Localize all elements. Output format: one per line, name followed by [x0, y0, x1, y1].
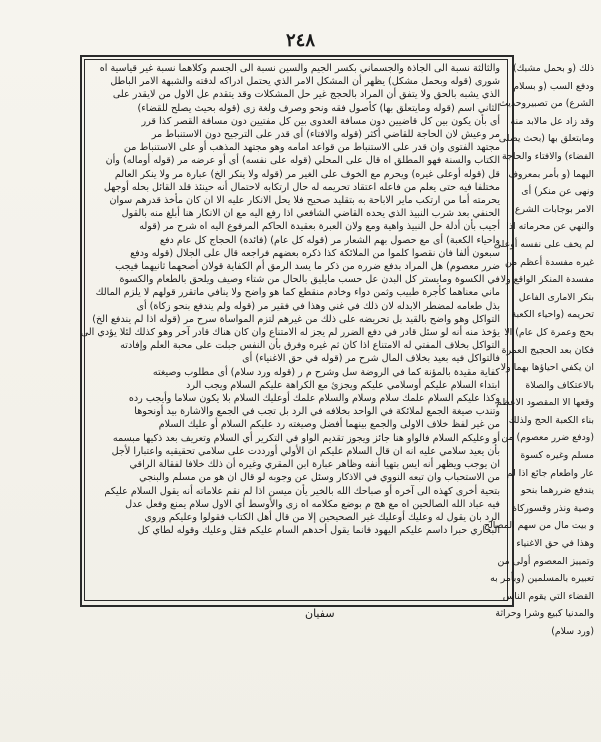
main-text-line: يحرمته أما من ارتكب ماير الاباحة به بتقليد صحيح فلا يحل الانكار عليه الا ان كان مأخذ قدرهم سوان — [109, 195, 500, 207]
main-text-line: بذل طعامه لمضطر الابدله لان ذلك في غني وهذا في فقير مر (قوله ولم يندفع بنحو زكاة) أى — [136, 300, 500, 312]
main-text-line: ابتداء السلام عليكم أوسلامي عليكم ويجزئ مع الكراهة عليكم السلام ويجب الرد — [186, 379, 500, 391]
main-text-line: من غير لفظ خلاف الاولى والجمع بينهما أفضل وصيغته رد عليكم السلام أو عليك السلام — [158, 419, 500, 431]
margin-text-line: والمدنيا كبيع وشرا وحراثة — [495, 608, 594, 620]
margin-text-line: غيره مفسدة أعظم من — [504, 256, 594, 268]
main-text-line: فالتواكل فيه بعيد بخلاف المال شرح مر (قوله في حق الاغنياء) أى — [242, 353, 500, 365]
margin-text-line: مسلم وغيره كسوة — [520, 450, 594, 462]
main-text-line: فيه عباد الله الصالحين اه مع هج م بوضع مكلامه اه زى والأوسط أي الاول سلام يمنع وفعل عدل — [125, 498, 500, 510]
main-text-line: أو وعليكم السلام فالواو هنا جائز ويجوز تقديم الواو في التكرير أي السلام وتعريف بعد ذكيها مبسمه — [112, 432, 500, 444]
main-text-line: التواكل بخلاف المفتي له الامتناع اذا كان ثم غيره وفرق بأن النفس جبلت على محبة العلم وإفادته — [120, 340, 500, 352]
margin-text-line: تعبيره بالمسلمين (وبأمر به — [490, 573, 594, 585]
margin-text-line: مفسدة المنكر الواقع ولا — [500, 274, 594, 286]
main-text-line: ماني معناهما كأجرة طبيب وثمن دواء وخادم منقطع كما هو واضح ولا ينافي ماتقرر قولهم لا يلزم المالك — [95, 287, 500, 299]
margin-text-line: عار واطعام جائع اذا لم — [506, 467, 594, 479]
main-commentary-text — [80, 62, 500, 594]
main-text-line: البخاري حبرا داسم عليكم اليهود فانما يقول أحدهم السام عليكم فقل وعليك وقوله لطاي كل — [137, 525, 500, 537]
main-text-line: يؤخذ منه أنه لو سئل قادر في دفع الضرر لم يجز له الامتناع وان كان هناك قادر آخر وهو كذلك لئلا يؤدي الى — [80, 327, 500, 339]
main-text-line: وكذا عليكم السلام علمك سلام وسلام والسلام علمك أوعليك السلام بلا يكون سلاما وأيجب رده — [128, 393, 500, 405]
main-text-line: بتحية أخرى كهذه الى آخره أو صباحك الله بالخير يأن ميسن اذا لم نقم علاماته أنه يقول السلام عليكم — [104, 485, 500, 497]
main-text-line: سبعون ألفا فان نقصوا كلموا من الملائكة كذا ذكره بعضهم فراجعه قال على الجلال (قوله ودفع — [130, 247, 500, 259]
main-text-line: مجتهد الفتوى وان قدر على الاستنباط من قواعد امامه وهو مجتهد المذهب أو على الاستنباط من — [123, 142, 500, 154]
margin-text-line: ودفع السب (و بسلام — [513, 80, 594, 92]
margin-text-line: يندفع ضررهما بنحو — [520, 485, 594, 497]
margin-text-line: ذلك (و بحمل مشبك) — [512, 63, 594, 74]
margin-text-line: وقعها الا المقصود الاعظم — [496, 397, 594, 409]
margin-text-line: (ورد سلام) — [551, 626, 594, 637]
main-text-line: الحنفي بعد شرب النبيذ الذي يحده القاضي الشافعي اذا رفع اليه مع ان الانكار هنا أبلغ منه بالقول — [121, 208, 500, 220]
margin-text-line: بناء الكعبة الحج ولذلك — [508, 414, 594, 426]
margin-text-column — [483, 60, 594, 637]
margin-text-line: وتمييز المعصوم أولى من — [497, 555, 594, 567]
margin-text-line: والنهي عن محرماته اذا — [506, 221, 594, 233]
margin-text-line: تحريمه (واحياء الكعبة — [511, 309, 594, 321]
main-text-line: بأن يعيد سلامي عليه انه ان قال السلام عليكم ان الأولي أورددت على سلامي تحقيقيه واعتبارا لأجل — [111, 445, 500, 457]
margin-text-line: وهذا في حق الاغنياء — [516, 538, 594, 550]
margin-text-line: بالاعتكاف والصلاة — [525, 379, 594, 391]
main-text-line: وتندب صيغة الجمع لملائكة في الواحد بخلافه في الرد بل تجب في الجمع والاشارة بيد أونحوها — [134, 406, 500, 418]
margin-text-line: ونهى عن منكر) أى — [521, 186, 594, 198]
margin-text-line: فكان بعد الحجيج العمرة — [501, 344, 594, 356]
main-text-line: الثاني اسم (قوله ومايتعلق بها) كأصول فقه ونحو وصرف ولغة زى (قوله بحيث يصلح للقضاء) — [137, 102, 500, 114]
main-text-line: ضرر معصوم) هل المراد بدفع ضرره من ذكر ما يسد الرمق أم الكفاية قولان أصحهما ثانيهما فيجب — [115, 261, 500, 273]
margin-text-line: وقد زاد عل مالابد منه — [510, 115, 594, 127]
margin-text-line: وصية ونذر وقسوركاة — [512, 502, 594, 514]
main-text-line: قل (قوله أوعلى غيره) ويحرم مع الخوف على الغير مر (قوله ولا ينكر الخ) عبارة مر ولا ينكر العالم — [114, 168, 500, 180]
main-text-line: التواكل وهو واضح بالقيد بل تحريضه على ذلك من غيرهم لتزم المواساة سرح مر (قوله اذا لم يندفع الخ) — [92, 313, 500, 325]
margin-text-line: القضاء التي يقوم الناس — [502, 590, 594, 602]
main-text-line: الذي يشبه بالحق ولا يتفق أن المراد بالحجج غير حل المشكلات وقد يتقدم عل الاول من لايقدر على — [112, 89, 500, 101]
margin-text-line: الامر بوجابات الشرع — [514, 203, 594, 215]
main-text-line: الكتاب والسنة فهو المطلق اه قال على المحلي (قوله على نفسه) أى أو عرضه مر (قوله أوماله) وأن — [105, 155, 500, 167]
margin-text-line: (ودفع ضرر معصوم) من — [501, 432, 594, 444]
margin-text-line: و بيت مال من سهم المصالح — [483, 520, 594, 532]
main-text-line: في الكسوة ومايستر كل البدن عل حسب مايليق بالحال من شتاء وصيف ويلحق بالطعام والكسوة — [119, 274, 500, 286]
main-text-line: الرد بان يقول له وعليك أوعليك غير الصحيحين إلا من قال أهل الكتاب فقولوا وعليكم وروى — [144, 511, 500, 523]
margin-text-line: اليهما (و بأمر بمعروف — [508, 168, 594, 180]
margin-text-line: الفضاء) والافتاء والحاجة — [502, 150, 594, 162]
margin-text-line: بحج وعمرة كل عام) الا — [504, 326, 594, 338]
main-text-line: واحياء الكعبة) أى مع حصول بهم الشعار مر (قوله كل عام) (فائدة) الحجاج كل عام دفع — [159, 234, 500, 246]
catchword: سفيان — [305, 607, 335, 620]
margin-text-line: لم يخف على نفسه أوعلى — [493, 238, 594, 250]
main-text-line: أجيب بأن أدلة حل النبيذ واهية ومع ولان العبرة بعقيدة الحاكم المرفوع اليه اه شرح مر (قوله — [139, 221, 500, 233]
main-text-line: شورى (قوله وبحمل مشكل) يظهر أن المشكل الامر الذي يحتمل ادراكه لدقته والشبهة الامر الباطل — [110, 76, 500, 88]
page-number: ٢٤٨ — [285, 30, 315, 51]
main-text-line: والثالثة نسبة الى الجاذة والجسماني بكسر الجيم والسين نسبة الى الجسم وكلاهما نسبة غير قياسية اه — [99, 63, 500, 74]
margin-text-line: الشرع) من تصبيروحديث — [499, 98, 594, 110]
main-text-line: ان يوجب ويظهر أنه ايس بتهيا أنفه وظاهر عبارة ابن المقري وغيره أن ذلك خلافا لفقالة الراقي — [129, 459, 500, 471]
main-text-line: أى بأن يكون بين كل قاضيين دون مسافة العدوى بين كل مفتيين دون مسافة القصر كذا قرر — [141, 115, 500, 127]
margin-text-line: بنكر الامارى الفاعل — [518, 291, 594, 303]
main-text-line: كفاية مقيدة بالمؤنة كما في الروضة سل وشرح م ر (قوله ورد سلام) أى مطلوب وصيغته — [152, 366, 500, 378]
margin-text-line: ان يكفي احياؤها بهما ولا — [500, 362, 594, 374]
main-text-line: من الاستحباب وان تبعه النووي في الاذكار وسئل عن وجوبه لو قال ان هو من مسلم والبنجي — [139, 472, 500, 484]
margin-text-line: ومابتعلق بها (بحث يصلى — [498, 133, 594, 145]
main-text-line: مر وعيش لان الحاجة للقاضي أكثر (قوله والافتاء) أى قدر على الترجيح دون الاستنباط مر — [151, 129, 500, 141]
main-text-line: مختلفا فيه حتى يعلم من فاعله اعتقاد تحريمه له حال ارتكابه لاحتمال أنه حينئذ قلد القائل بحله أوجهل — [103, 181, 500, 193]
